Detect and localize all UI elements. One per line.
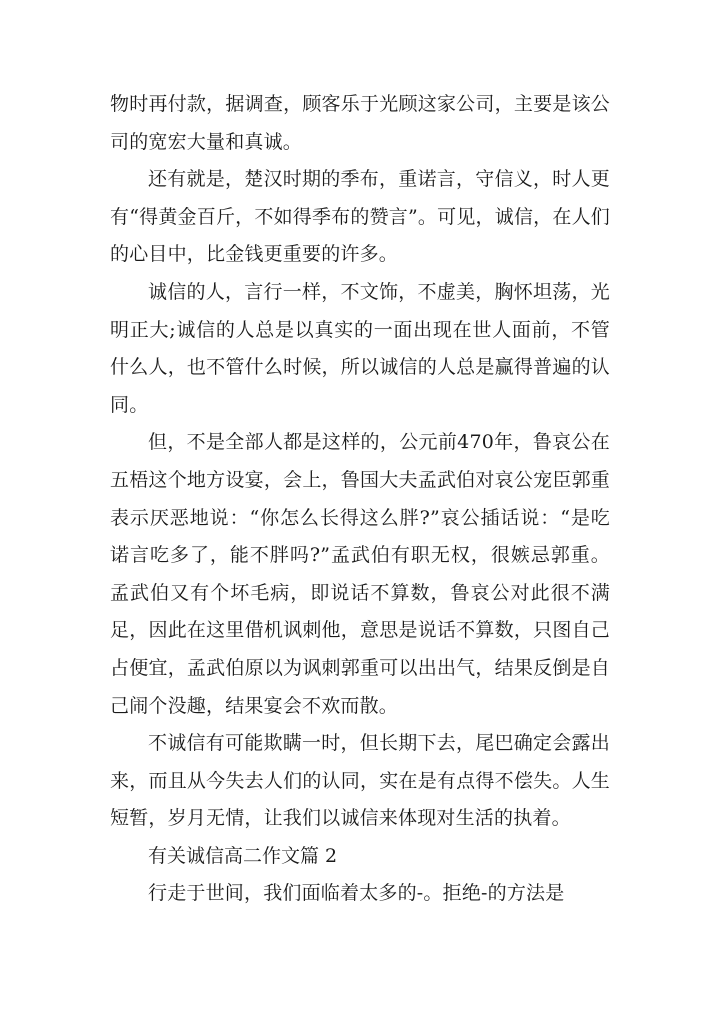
paragraph-4: 但，不是全部人都是这样的，公元前470年，鲁哀公在五梧这个地方设宴，会上，鲁国大夫孟武伯对哀公宠臣郭重表示厌恶地说：“你怎么长得这么胖?”哀公插话说：“是吃诺言吃多了，能不胖吗?”孟武伯有职无权，很嫉忌郭重。孟武伯又有个坏毛病，即说话不算数，鲁哀公对此很不满足，因此在这里借机讽刺他，意思是说话不算数，只图自己占便宜，孟武伯原以为讽刺郭重可以出出气，结果反倒是自己闹个没趣，结果宴会不欢而散。 <box>110 431 610 717</box>
document-page <box>110 86 610 913</box>
paragraph-5: 不诚信有可能欺瞒一时，但长期下去，尾巴确定会露出来，而且从今失去人们的认同，实在是有点得不偿失。人生短暂，岁月无情，让我们以诚信来体现对生活的执着。 <box>110 732 610 830</box>
paragraph-6: 行走于世间，我们面临着太多的-。拒绝-的方法是 <box>148 882 565 905</box>
section-heading: 有关诚信高二作文篇 2 <box>148 844 338 867</box>
paragraph-1: 物时再付款，据调查，顾客乐于光顾这家公司，主要是该公司的宽宏大量和真诚。 <box>110 93 610 153</box>
paragraph-3: 诚信的人，言行一样，不文饰，不虚美，胸怀坦荡，光明正大;诚信的人总是以真实的一面出现在世人面前，不管什么人，也不管什么时候，所以诚信的人总是赢得普遍的认同。 <box>110 280 610 416</box>
paragraph-2: 还有就是，楚汉时期的季布，重诺言，守信义，时人更有“得黄金百斤，不如得季布的赞言”。可见，诚信，在人们的心目中，比金钱更重要的许多。 <box>110 168 610 266</box>
